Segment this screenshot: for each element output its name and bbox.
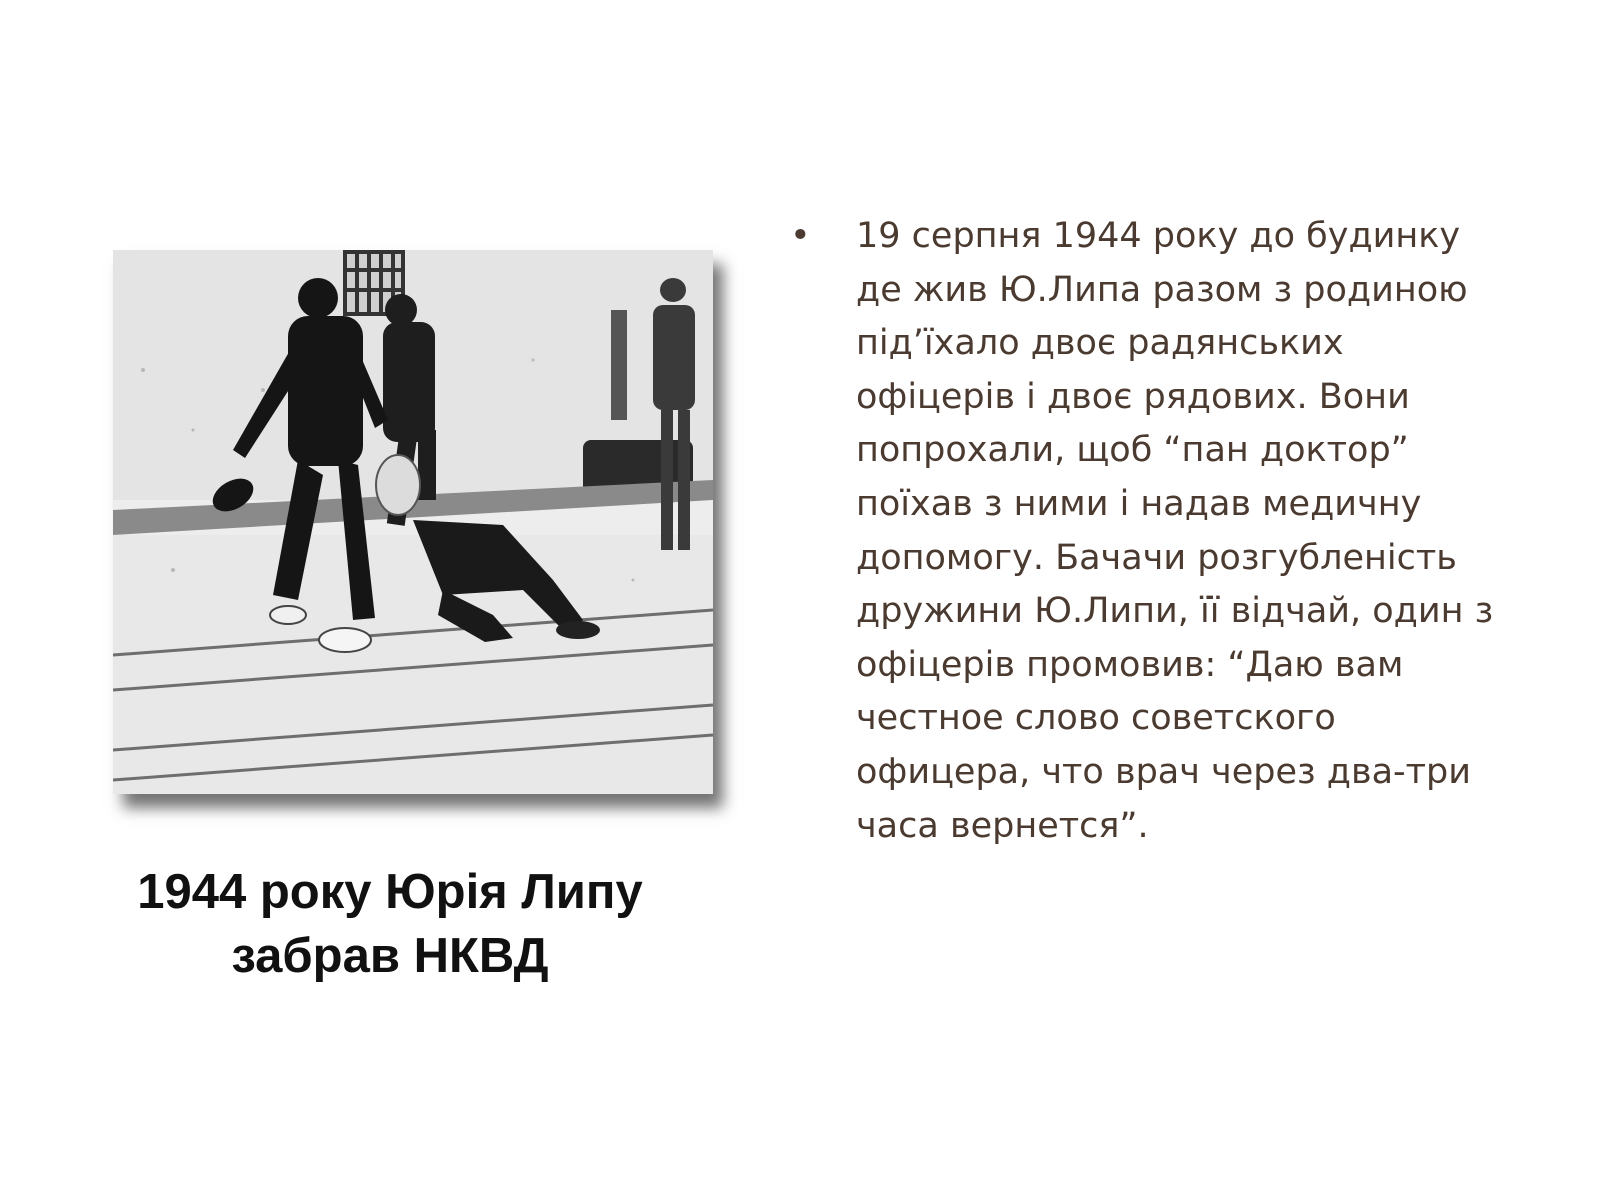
- caption-line-2: забрав НКВД: [231, 929, 549, 983]
- bullet-text-line: під’їхало двоє радянських: [856, 323, 1344, 364]
- bullet-text-line: часа вернется”.: [856, 805, 1149, 846]
- bullet-list: [790, 210, 1530, 853]
- bullet-dot: •: [790, 216, 811, 256]
- bullet-text-line: де жив Ю.Липа разом з родиною: [856, 269, 1468, 310]
- bullet-text-line: поїхав з ними і надав медичну: [856, 483, 1422, 524]
- bullet-text-line: честное слово советского: [856, 698, 1336, 739]
- bullet-text-line: офіцерів і двоє рядових. Вони: [856, 376, 1410, 417]
- bullet-item: [790, 210, 1530, 853]
- bullet-text-line: офіцерів промовив: “Даю вам: [856, 644, 1404, 685]
- photo-caption: [60, 860, 720, 988]
- bullet-text-line: 19 серпня 1944 року до будинку: [856, 216, 1461, 256]
- bullet-text-line: офицера, что врач через два-три: [856, 751, 1472, 792]
- bullet-text-line: попрохали, щоб “пан доктор”: [856, 430, 1409, 471]
- bullet-text-line: дружини Ю.Липи, її відчай, один з: [856, 591, 1494, 632]
- caption-line-1: 1944 року Юрія Липу: [137, 865, 643, 919]
- photo-illustration: [113, 250, 713, 794]
- historical-photo: [113, 250, 713, 794]
- bullet-text-line: допомогу. Бачачи розгубленість: [856, 537, 1457, 578]
